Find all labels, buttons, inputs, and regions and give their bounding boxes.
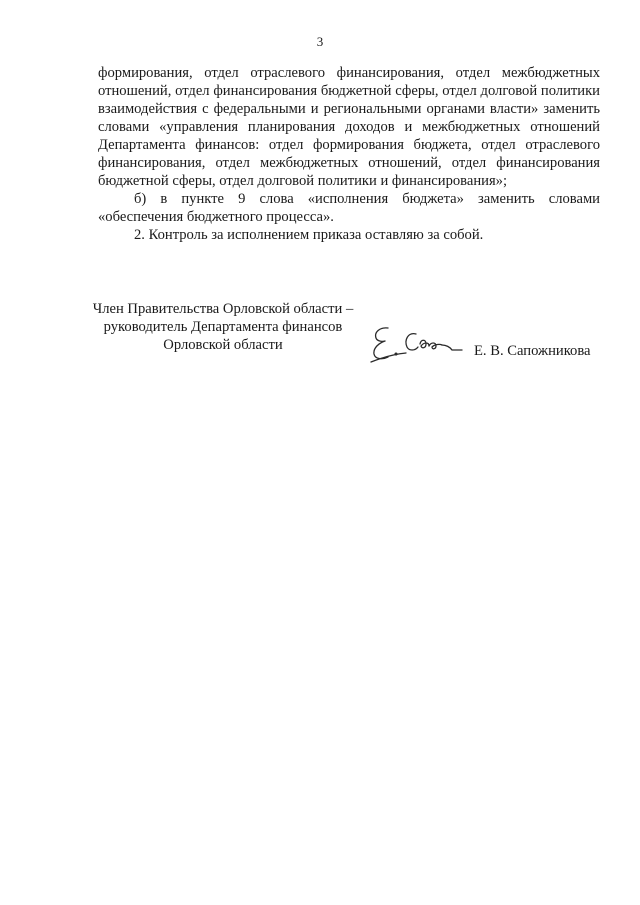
signatory-title xyxy=(78,300,368,354)
signatory-title-line-1: Член Правительства Орловской области – xyxy=(92,301,354,317)
signature-icon xyxy=(366,320,466,366)
signatory-title-line-3: Орловской области xyxy=(163,337,283,353)
page-number: 3 xyxy=(316,34,324,49)
body-paragraph-1: формирования, отдел отраслевого финансирования, отдел межбюджетных отношений, отдел финансирования бюджетной сферы, отдел долговой политики взаимодействия с федеральными и региональными органами власти» заменить словами «управления планирования доходов и межбюджетных отношений Департамента финансов: отдел формирования бюджета, отдел отраслевого финансирования, отдел межбюджетных отношений, отдел финансирования бюджетной сферы, отдел долговой политики и финансирования»; xyxy=(98,65,600,189)
signatory-title-line-2: руководитель Департамента финансов xyxy=(103,319,343,335)
document-body xyxy=(98,64,600,244)
signer-name: Е. В. Сапожникова xyxy=(474,343,591,359)
body-paragraph-3: 2. Контроль за исполнением приказа оставляю за собой. xyxy=(134,227,484,243)
body-paragraph-2: б) в пункте 9 слова «исполнения бюджета» заменить словами «обеспечения бюджетного процесса». xyxy=(98,191,600,225)
